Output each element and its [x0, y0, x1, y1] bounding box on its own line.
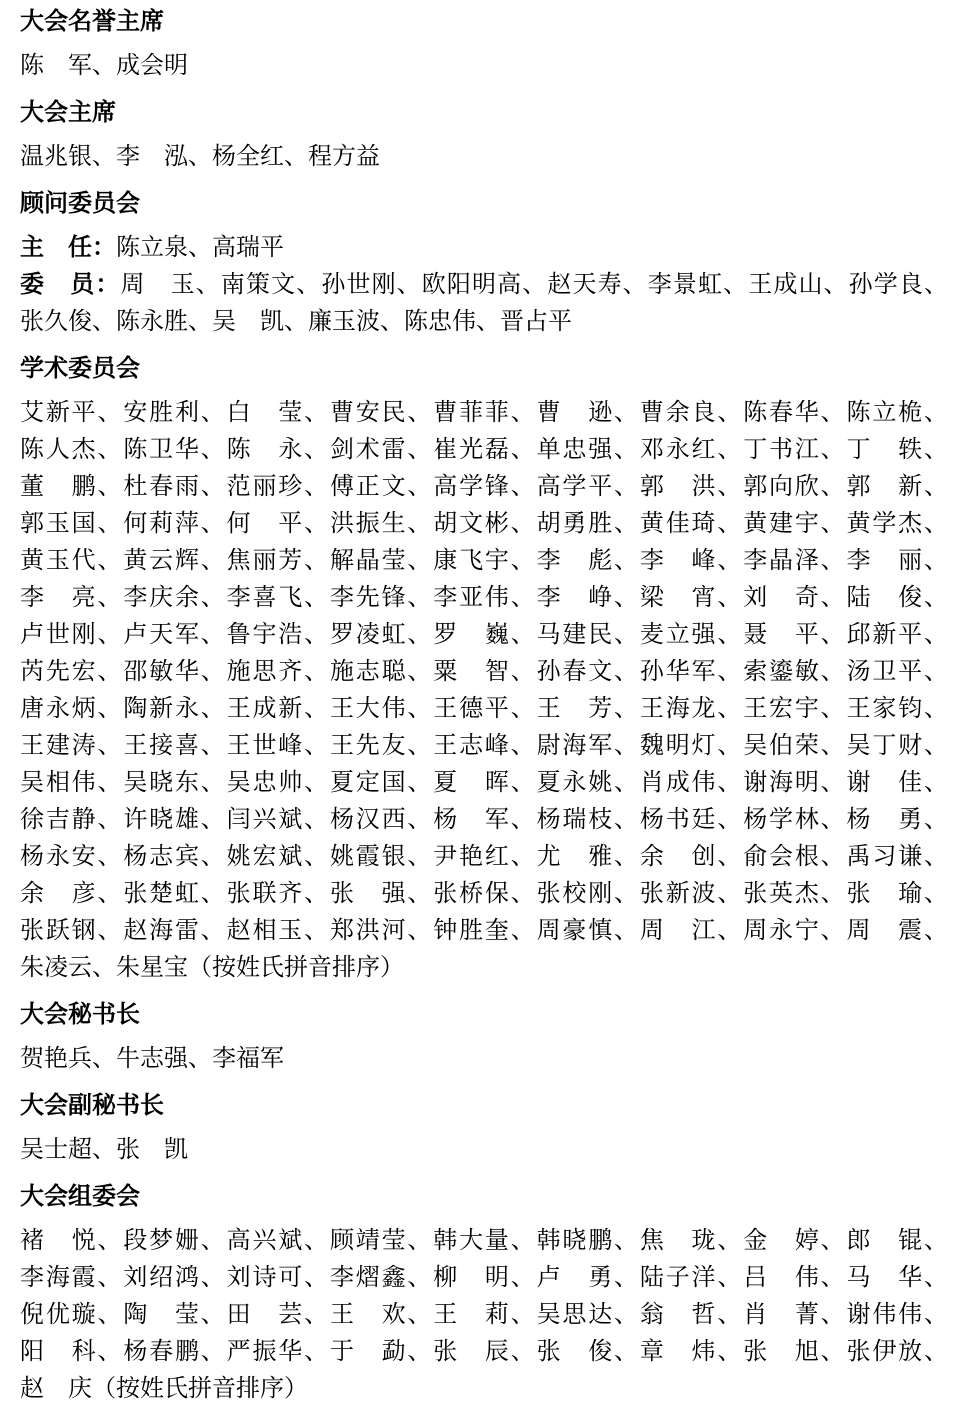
member-names-line: 李 亮、李庆余、李喜飞、李先锋、李亚伟、李 峥、梁 宵、刘 奇、陆 俊、 [20, 584, 948, 611]
section-organizing-committee [20, 1178, 948, 1407]
member-names: 周 玉、南策文、孙世刚、欧阳明高、赵天寿、李景虹、王成山、孙学良、 [120, 271, 949, 298]
member-names-line: 贺艳兵、牛志强、李福军 [20, 1045, 284, 1072]
member-names-line: 董 鹏、杜春雨、范丽珍、傅正文、高学锋、高学平、郭 洪、郭向欣、郭 新、 [20, 473, 948, 500]
section-heading-academic-committee: 学术委员会 [20, 355, 140, 382]
member-names-line: 余 彦、张楚虹、张联齐、张 强、张桥保、张校刚、张新波、张英杰、张 瑜、 [20, 880, 948, 907]
member-names-line: 陈人杰、陈卫华、陈 永、剑术雷、崔光磊、单忠强、邓永红、丁书江、丁 轶、 [20, 436, 948, 463]
member-names-line: 王建涛、王接喜、王世峰、王先友、王志峰、尉海军、魏明灯、吴伯荣、吴丁财、 [20, 732, 948, 759]
section-advisory-committee [20, 185, 948, 340]
role-label-members: 委 员： [20, 271, 121, 298]
section-honorary-chairs [20, 3, 948, 84]
member-names-line: 吴士超、张 凯 [20, 1136, 188, 1163]
section-heading-deputy-secretary-general: 大会副秘书长 [20, 1092, 164, 1119]
member-names-line: 李海霞、刘绍鸿、刘诗可、李熠鑫、柳 明、卢 勇、陆子洋、吕 伟、马 华、 [20, 1264, 948, 1291]
member-names-line: 陈 军、成会明 [20, 52, 188, 79]
section-academic-committee [20, 350, 948, 986]
advisory-director-line [20, 229, 948, 266]
member-names-line: 卢世刚、卢天军、鲁宇浩、罗凌虹、罗 巍、马建民、麦立强、聂 平、邱新平、 [20, 621, 948, 648]
member-names-line: 阳 科、杨春鹏、严振华、于 勐、张 辰、张 俊、章 炜、张 旭、张伊放、 [20, 1338, 948, 1365]
section-heading-secretary-general: 大会秘书长 [20, 1001, 140, 1028]
member-names-line: 黄玉代、黄云辉、焦丽芳、解晶莹、康飞宇、李 彪、李 峰、李晶泽、李 丽、 [20, 547, 948, 574]
section-heading-organizing-committee: 大会组委会 [20, 1183, 140, 1210]
section-heading-chairs: 大会主席 [20, 99, 116, 126]
member-names-line: 艾新平、安胜利、白 莹、曹安民、曹菲菲、曹 逊、曹余良、陈春华、陈立桅、 [20, 399, 948, 426]
advisory-members-line-2: 张久俊、陈永胜、吴 凯、廉玉波、陈忠伟、晋占平 [20, 308, 572, 335]
member-names-line: 徐吉静、许晓雄、闫兴斌、杨汉西、杨 军、杨瑞枝、杨书廷、杨学林、杨 勇、 [20, 806, 948, 833]
member-names-line-with-sorting-note: 朱凌云、朱星宝（按姓氏拼音排序） [20, 954, 404, 981]
member-names-line: 吴相伟、吴晓东、吴忠帅、夏定国、夏 晖、夏永姚、肖成伟、谢海明、谢 佳、 [20, 769, 948, 796]
section-heading-honorary-chairs: 大会名誉主席 [20, 8, 164, 35]
member-names-line: 褚 悦、段梦姗、高兴斌、顾靖莹、韩大量、韩晓鹏、焦 珑、金 婷、郎 锟、 [20, 1227, 948, 1254]
advisory-members-line-1 [20, 266, 948, 303]
member-names-line: 唐永炳、陶新永、王成新、王大伟、王德平、王 芳、王海龙、王宏宇、王家钧、 [20, 695, 948, 722]
member-names-line: 张跃钢、赵海雷、赵相玉、郑洪河、钟胜奎、周豪慎、周 江、周永宁、周 震、 [20, 917, 948, 944]
section-secretary-general [20, 996, 948, 1077]
role-label-director: 主 任： [20, 234, 116, 261]
section-chairs [20, 94, 948, 175]
member-names-line-with-sorting-note: 赵 庆（按姓氏拼音排序） [20, 1375, 308, 1402]
member-names-line: 芮先宏、邵敏华、施思齐、施志聪、粟 智、孙春文、孙华军、索鎏敏、汤卫平、 [20, 658, 948, 685]
section-deputy-secretary-general [20, 1087, 948, 1168]
member-names: 陈立泉、高瑞平 [116, 234, 284, 261]
member-names-line: 温兆银、李 泓、杨全红、程方益 [20, 143, 380, 170]
member-names-line: 郭玉国、何莉萍、何 平、洪振生、胡文彬、胡勇胜、黄佳琦、黄建宇、黄学杰、 [20, 510, 948, 537]
member-names-line: 杨永安、杨志宾、姚宏斌、姚霞银、尹艳红、尤 雅、余 创、俞会根、禹习谦、 [20, 843, 948, 870]
member-names-line: 倪优璇、陶 莹、田 芸、王 欢、王 莉、吴思达、翁 哲、肖 菁、谢伟伟、 [20, 1301, 948, 1328]
section-heading-advisory-committee: 顾问委员会 [20, 190, 140, 217]
